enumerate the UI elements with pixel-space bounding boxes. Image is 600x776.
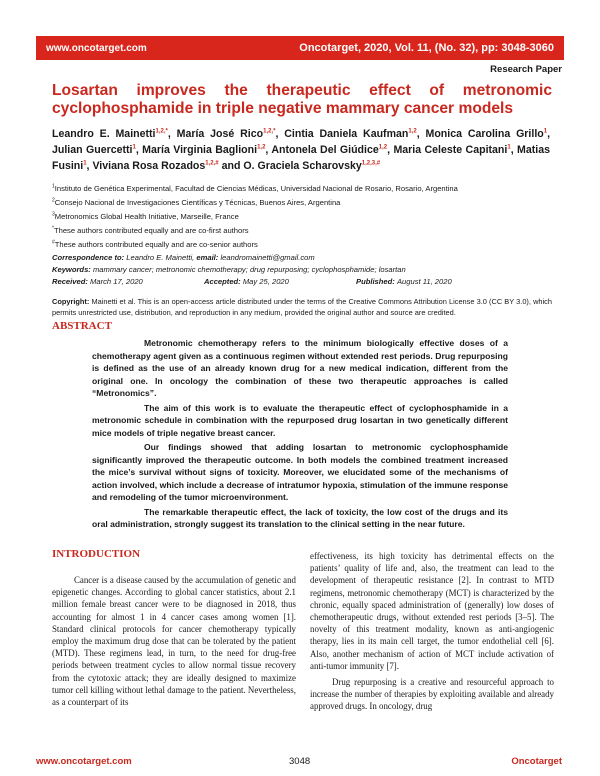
author-affiliation-mark: 1 — [543, 128, 548, 135]
author-name: María Virginia Baglioni — [142, 144, 258, 156]
abstract-paragraph: Metronomic chemotherapy refers to the minimum biologically effective doses of a chemotherapy agent given as a continuous regimen without extended rest periods. Drug repurposing is defined as the use of an already known drug for a new medical indication, different from the original one. In oncology the combination of these two therapeutic approaches is called “Metronomics”. — [92, 338, 508, 398]
affiliation-text: These authors contributed equally and are co-senior authors — [54, 240, 258, 249]
affiliation-mark: 1 — [52, 183, 55, 190]
header-site-link[interactable]: www.oncotarget.com — [46, 42, 147, 54]
abstract-paragraph: The aim of this work is to evaluate the therapeutic effect of cyclophosphamide in a metronomic schedule in combination with the repurposed drug losartan in two genetically different mice models of triple negative breast cancer. — [92, 402, 508, 438]
copyright-label: Copyright: — [52, 297, 90, 306]
author-name: Leandro E. Mainetti — [52, 128, 156, 140]
author-name: Monica Carolina Grillo — [425, 128, 544, 140]
author-affiliation-mark: 1,2 — [378, 144, 388, 151]
footer-site-link[interactable]: www.oncotarget.com — [36, 756, 132, 767]
affiliation-mark: 3 — [52, 211, 55, 218]
abstract-paragraph: The remarkable therapeutic effect, the lack of toxicity, the low cost of the drugs and its oral administration, strongly suggest its translation to the clinical setting in the near future. — [92, 506, 508, 529]
received-date: Received: March 17, 2020 — [52, 277, 143, 286]
article-type: Research Paper — [490, 64, 562, 75]
body-paragraph: effectiveness, its high toxicity has detrimental effects on the patients’ quality of life and, also, the treatment can lead to the development of therapeutic resistance [2]. In contrast to MTD regimens, metronomic chemotherapy (MCT) is characterized by the chronic, equally spaced administration of (generally) low doses of chemotherapeutic drugs, without extended rest periods [3–5]. The novelty of this treatment modality, known as anti-angiogenic therapy, lies in its main cell target, the tumor endothelial cell [6]. Also, another mechanism of action of MCT include activation of anti-tumor immunity [7]. — [310, 551, 554, 671]
email-label: email: — [196, 253, 219, 262]
affiliation-text: Instituto de Genética Experimental, Facultad de Ciencias Médicas, Universidad Nacional de Rosario, Rosario, Argentina — [54, 184, 458, 193]
keywords-line — [52, 265, 552, 274]
author-affiliation-mark: 1,2 — [408, 128, 417, 135]
body-paragraph: Drug repurposing is a creative and resourceful approach to increase the number of therapies by exploiting available and already approved drugs. In oncology, drug — [310, 677, 554, 712]
affiliation-mark: # — [52, 239, 55, 246]
author-name: Cintia Daniela Kaufman — [284, 128, 409, 140]
affiliation-text: These authors contributed equally and are co-first authors — [53, 226, 249, 235]
correspondence-name: Leandro E. Mainetti, — [126, 253, 195, 262]
author-affiliation-mark: 1,2,* — [155, 128, 168, 135]
keywords-text: mammary cancer; metronomic chemotherapy; drug repurposing; cyclophosphamide; losartan — [92, 265, 406, 274]
author-name: Matias Fusini — [52, 144, 551, 172]
right-text-column — [310, 550, 554, 717]
author-name: Antonela Del Giúdice — [271, 144, 379, 156]
author-affiliation-mark: 1,2,3,# — [361, 160, 381, 167]
abstract-heading: ABSTRACT — [52, 320, 112, 332]
author-affiliation-mark: 1,2,# — [205, 160, 219, 167]
author-affiliation-mark: 1,2 — [257, 144, 266, 151]
affiliation-item — [52, 238, 552, 252]
keywords-label: Keywords: — [52, 265, 91, 274]
abstract-paragraph: Our findings showed that adding losartan to metronomic cyclophosphamide significantly improved the therapeutic outcome. In both models the combined treatment increased the mice’s survival without signs of toxicity. Moreover, we elucidated some of the mechanisms of action involved, which include a decrease of intratumor hypoxia, stimulation of the immune response and remodeling of the tumor microenvironment. — [92, 442, 508, 502]
author-name: O. Graciela Scharovsky — [243, 160, 362, 172]
affiliation-mark: * — [52, 225, 54, 232]
author-affiliation-mark: 1 — [507, 144, 511, 151]
affiliation-list — [52, 182, 552, 252]
author-name: Maria Celeste Capitani — [393, 144, 508, 156]
author-list: Leandro E. Mainetti$^{1,2,*}$, María José Rico$^{1,2,*}$, Cintia Daniela Kaufman$^{1,2}$, Monica Carolina Grillo$^1$, Julian Guercetti$^1$, María Virginia Baglioni$^{1,2}$, Antonela Del Giúdice$^{1,2}$, Maria Celeste Capitani$^1$, Matias Fusini$^1$, Viviana Rosa Rozados$^{1,2,\#}$ and O. Graciela Scharovsky$^{1,2,3,\#}$ — [52, 128, 551, 172]
author-name: Viviana Rosa Rozados — [92, 160, 206, 172]
accepted-date: Accepted: May 25, 2020 — [204, 277, 289, 286]
author-name: María José Rico — [176, 128, 264, 140]
copyright-notice — [52, 296, 552, 318]
copyright-text: Mainetti et al. This is an open-access article distributed under the terms of the Creative Commons Attribution License 3.0 (CC BY 3.0), which permits unrestricted use, distribution, and reproduction in any medium, provided the original author and source are credited. — [52, 297, 552, 317]
affiliation-text: Metronomics Global Health Initiative, Marseille, France — [54, 212, 239, 221]
body-paragraph: Cancer is a disease caused by the accumulation of genetic and epigenetic changes. According to global cancer statistics, about 2.1 million female breast cancer were to be diagnosed in 2018, thus accounting for almost 1 in 4 cancer cases among women [1]. Standard clinical protocols for cancer chemotherapy typically employ the maximum drug dose that can be tolerated by the patient (MTD). These regimens lead, in turn, to the need for drug-free periods between treatment cycles to allow normal tissue recovery from the cytotoxic attack; they are ideally designed to maximize tumor cell killing without lethal damage to the patient. Nevertheless, as a counterpart of its — [52, 575, 296, 708]
journal-header-bar — [36, 36, 564, 60]
correspondence-label: Correspondence to: — [52, 253, 125, 262]
correspondence-email[interactable]: leandromainetti@gmail.com — [220, 253, 315, 262]
page-number: 3048 — [289, 756, 311, 767]
affiliation-item — [52, 210, 552, 224]
author-affiliation-mark: 1 — [132, 144, 136, 151]
affiliation-text: Consejo Nacional de Investigaciones Científicas y Técnicas, Buenos Aires, Argentina — [54, 198, 341, 207]
left-text-column — [52, 574, 296, 712]
header-citation: Oncotarget, 2020, Vol. 11, (No. 32), pp: 3048-3060 — [299, 42, 554, 54]
affiliation-item — [52, 182, 552, 196]
author-affiliation-mark: 1 — [83, 160, 87, 167]
published-date: Published: August 11, 2020 — [356, 277, 452, 286]
article-title: Losartan improves the therapeutic effect of metronomic cyclophosphamide in triple negative mammary cancer models — [52, 82, 552, 117]
author-affiliation-mark: 1,2,* — [263, 128, 276, 135]
affiliation-mark: 2 — [52, 197, 55, 204]
abstract-body — [92, 337, 508, 533]
footer-journal-name: Oncotarget — [511, 756, 562, 767]
affiliation-item — [52, 196, 552, 210]
author-name: Julian Guercetti — [52, 144, 133, 156]
affiliation-item — [52, 224, 552, 238]
introduction-heading: INTRODUCTION — [52, 548, 141, 560]
correspondence-line — [52, 253, 552, 262]
